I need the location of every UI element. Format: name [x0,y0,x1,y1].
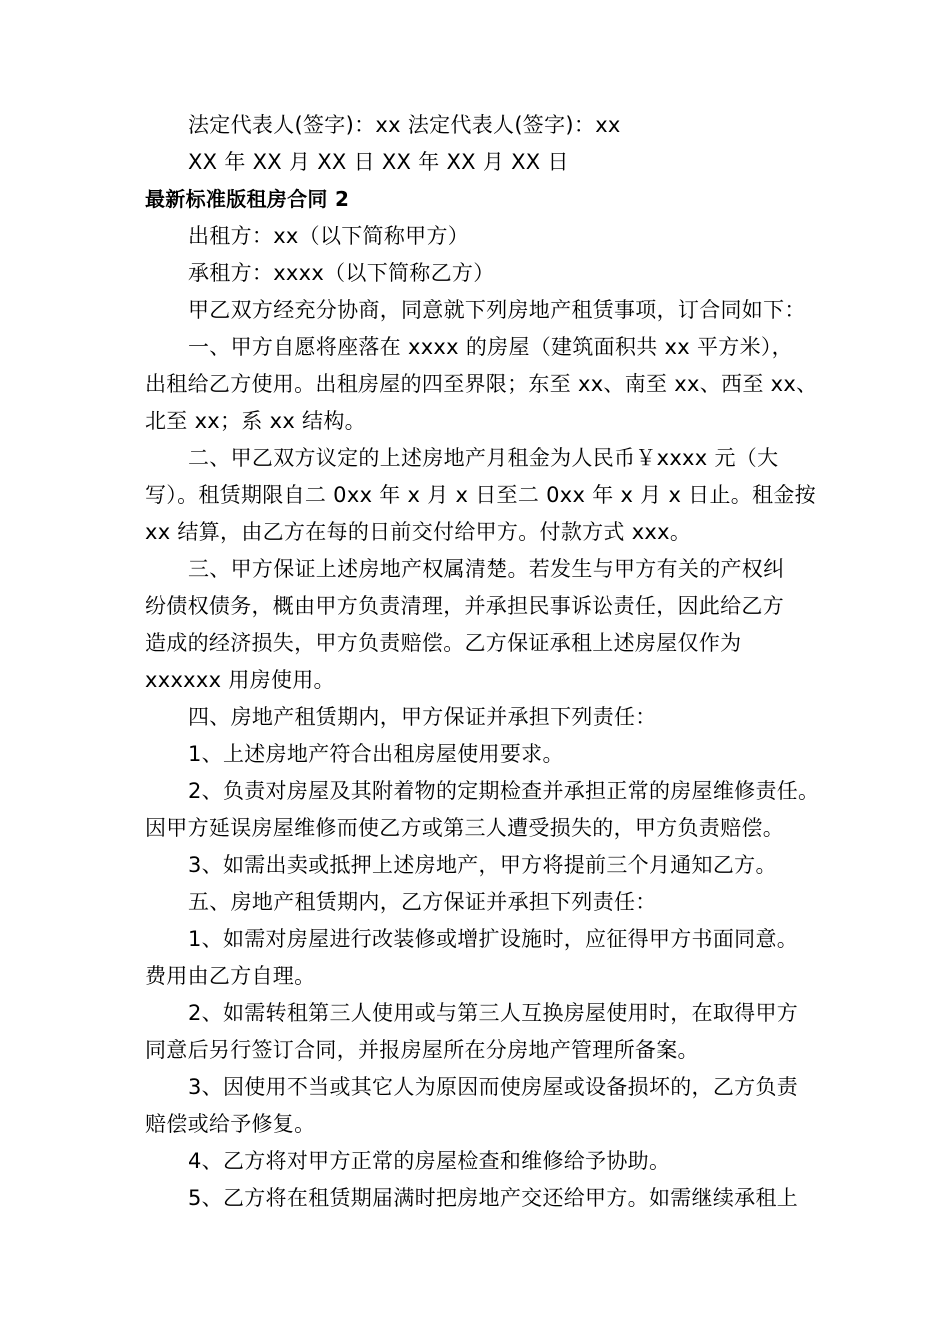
text-line: 出租给乙方使用。出租房屋的四至界限；东至 xx、南至 xx、西至 xx、 [145,372,818,396]
text-line: 3、因使用不当或其它人为原因而使房屋或设备损坏的，乙方负责 [188,1075,799,1099]
text-line: 1、如需对房屋进行改装修或增扩设施时，应征得甲方书面同意。 [188,927,799,951]
text-line: 费用由乙方自理。 [145,964,316,988]
text-line: 三、甲方保证上述房地产权属清楚。若发生与甲方有关的产权纠 [188,557,785,581]
text-line: 五、房地产租赁期内，乙方保证并承担下列责任： [188,890,657,914]
text-line: 二、甲乙双方议定的上述房地产月租金为人民币￥xxxx 元（大 [188,446,779,470]
text-line: 甲乙双方经充分协商，同意就下列房地产租赁事项，订合同如下： [188,298,806,322]
text-line: 2、负责对房屋及其附着物的定期检查并承担正常的房屋维修责任。 [188,779,820,803]
text-line: 出租方：xx（以下简称甲方） [188,224,470,248]
text-line: 纷债权债务，概由甲方负责清理，并承担民事诉讼责任，因此给乙方 [145,594,784,618]
section-heading: 最新标准版租房合同 2 [145,187,350,211]
text-line: 3、如需出卖或抵押上述房地产，甲方将提前三个月通知乙方。 [188,853,777,877]
text-line: xx 结算，由乙方在每的日前交付给甲方。付款方式 xxx。 [145,520,692,544]
text-line: 4、乙方将对甲方正常的房屋检查和维修给予协助。 [188,1149,671,1173]
text-line: 法定代表人(签字)：xx 法定代表人(签字)：xx [188,113,621,137]
text-line: XX 年 XX 月 XX 日 XX 年 XX 月 XX 日 [188,150,569,174]
text-line: 赔偿或给予修复。 [145,1112,316,1136]
text-line: xxxxxx 用房使用。 [145,668,335,692]
text-line: 承租方：xxxx（以下简称乙方） [188,261,495,285]
text-line: 一、甲方自愿将座落在 xxxx 的房屋（建筑面积共 xx 平方米）， [188,335,793,359]
text-line: 2、如需转租第三人使用或与第三人互换房屋使用时，在取得甲方 [188,1001,799,1025]
text-line: 5、乙方将在租赁期届满时把房地产交还给甲方。如需继续承租上 [188,1186,799,1210]
text-line: 北至 xx；系 xx 结构。 [145,409,366,433]
document-page [145,107,820,1217]
text-line: 写）。租赁期限自二 0xx 年 x 月 x 日至二 0xx 年 x 月 x 日止。租金按 [145,483,816,507]
text-line: 因甲方延误房屋维修而使乙方或第三人遭受损失的，甲方负责赔偿。 [145,816,784,840]
text-line: 造成的经济损失，甲方负责赔偿。乙方保证承租上述房屋仅作为 [145,631,742,655]
text-line: 四、房地产租赁期内，甲方保证并承担下列责任： [188,705,657,729]
text-line: 同意后另行签订合同，并报房屋所在分房地产管理所备案。 [145,1038,699,1062]
text-line: 1、上述房地产符合出租房屋使用要求。 [188,742,564,766]
